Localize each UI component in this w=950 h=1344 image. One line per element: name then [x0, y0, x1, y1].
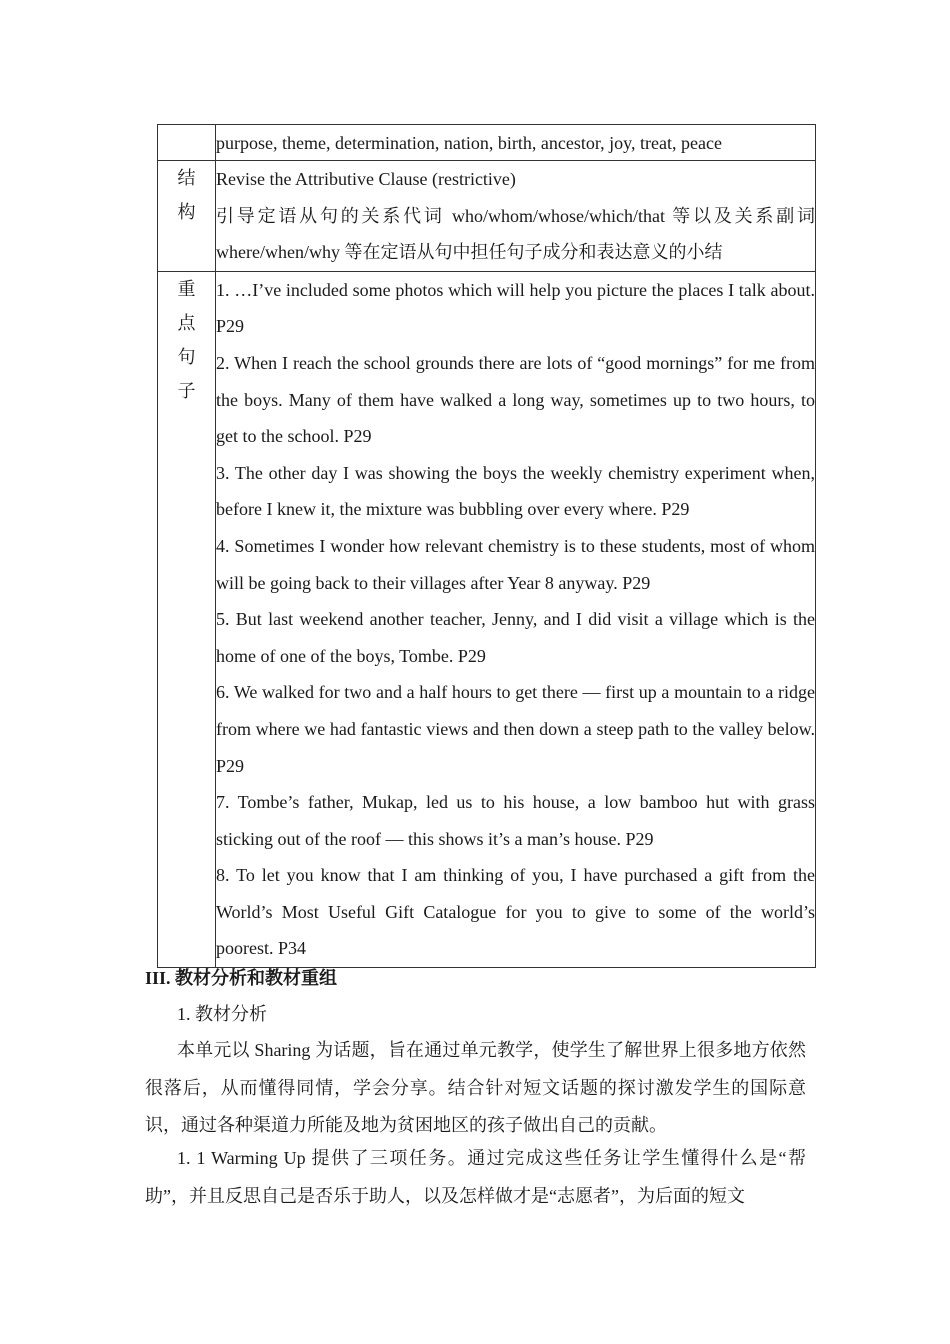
structure-line-1: Revise the Attributive Clause (restrictive) [216, 169, 516, 189]
paragraph-1: 本单元以 Sharing 为话题，旨在通过单元教学，使学生了解世界上很多地方依然很落后，从而懂得同情，学会分享。结合针对短文话题的探讨激发学生的国际意识，通过各种渠道力所能及地为贫困地区的孩子做出自己的贡献。 [145, 1040, 806, 1135]
row-label-vocabulary [158, 125, 216, 161]
row-content-vocabulary [216, 125, 816, 161]
row-label-key-sentences [158, 271, 216, 967]
paragraph-2: 1. 1 Warming Up 提供了三项任务。通过完成这些任务让学生懂得什么是“帮助”，并且反思自己是否乐于助人，以及怎样做才是“志愿者”，为后面的短文 [145, 1148, 806, 1206]
vocabulary-words: purpose, theme, determination, nation, birth, ancestor, joy, treat, peace [216, 133, 722, 153]
key-sentence-3: 3. The other day I was showing the boys the weekly chemistry experiment when, before I knew it, the mixture was bubbling over every where. P29 [216, 462, 815, 520]
key-sentence-5: 5. But last weekend another teacher, Jenny, and I did visit a village which is the home of one of the boys, Tombe. P29 [216, 609, 815, 666]
key-sentence-7: 7. Tombe’s father, Mukap, led us to his house, a low bamboo hut with grass sticking out of the roof — this shows it’s a man’s house. P29 [216, 792, 815, 849]
row-content-key-sentences [216, 271, 816, 967]
structure-line-2: 引导定语从句的关系代词 who/whom/whose/which/that 等以及关系副词 where/when/why 等在定语从句中担任句子成分和表达意义的小结 [216, 205, 815, 263]
subsection-title: 1. 教材分析 [177, 1004, 267, 1024]
row-label-key-sentences-text: 重点句子 [177, 278, 196, 401]
row-content-structure [216, 161, 816, 272]
key-sentence-8: 8. To let you know that I am thinking of you, I have purchased a gift from the World’s Most Useful Gift Catalogue for you to give to some of the world’s poorest. P34 [216, 865, 815, 959]
key-sentence-6: 6. We walked for two and a half hours to get there — first up a mountain to a ridge from where we had fantastic views and then down a steep path to the valley below. P29 [216, 682, 815, 776]
table-row-key-sentences [158, 271, 816, 967]
key-sentence-1: 1. …I’ve included some photos which will help you picture the places I talk about. P29 [216, 279, 815, 337]
row-label-structure-text: 结构 [177, 168, 196, 222]
key-sentence-2: 2. When I reach the school grounds there are lots of “good mornings” for me from the boys. Many of them have walked a long way, sometimes up to two hours, to get to the school. P29 [216, 352, 815, 447]
table-row-vocabulary [158, 125, 816, 161]
table-row-structure [158, 161, 816, 272]
section-heading: III. 教材分析和教材重组 [145, 968, 338, 988]
row-label-structure [158, 161, 216, 272]
vocabulary-structure-table [157, 124, 816, 968]
key-sentence-4: 4. Sometimes I wonder how relevant chemistry is to these students, most of whom will be going back to their villages after Year 8 anyway. P29 [216, 535, 815, 593]
